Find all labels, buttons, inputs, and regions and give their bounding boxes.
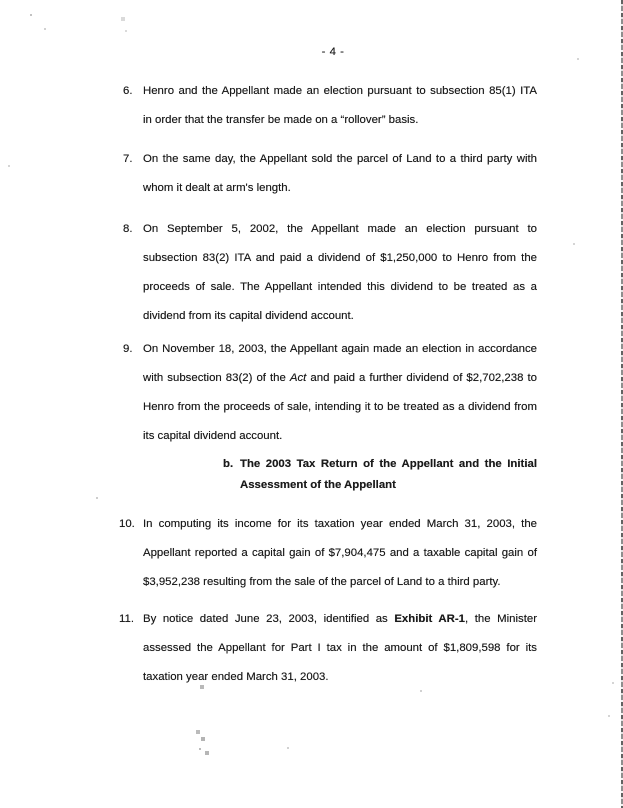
subheading-b	[223, 454, 537, 496]
text-line	[143, 510, 537, 539]
heading-line	[240, 475, 537, 496]
exhibit-bold-reference: Exhibit AR-1	[394, 613, 465, 625]
text-line	[143, 605, 537, 634]
text-run: In computing its income for its taxation year ended March 31, 2003, the	[143, 518, 537, 530]
heading-line	[240, 454, 537, 475]
text-run: and paid a further dividend of $2,702,238 to	[306, 372, 537, 384]
paragraph-7	[123, 145, 537, 203]
text-run: taxation year ended March 31, 2003.	[143, 671, 329, 683]
text-line	[143, 302, 537, 331]
text-line	[143, 215, 537, 244]
text-run: assessed the Appellant for Part I tax in the amount of $1,809,598 for its	[143, 642, 537, 654]
text-line	[143, 106, 537, 135]
paragraph-6	[123, 77, 537, 135]
paragraph-11	[119, 605, 537, 692]
paragraph-number: 8.	[123, 223, 133, 235]
text-run: its capital dividend account.	[143, 430, 283, 442]
paragraph-8	[123, 215, 537, 331]
text-line	[143, 174, 537, 203]
text-line	[143, 663, 537, 692]
text-line	[143, 568, 537, 597]
text-line	[143, 393, 537, 422]
paragraph-number: 7.	[123, 153, 133, 165]
text-line	[143, 335, 537, 364]
text-run: Henro and the Appellant made an election pursuant to subsection 85(1) ITA	[143, 85, 537, 97]
text-line	[143, 273, 537, 302]
text-line	[143, 364, 537, 393]
page-number: - 4 -	[321, 46, 345, 58]
text-run: in order that the transfer be made on a “rollover” basis.	[143, 114, 419, 126]
text-run: On September 5, 2002, the Appellant made an election pursuant to	[143, 223, 537, 235]
text-line	[143, 244, 537, 273]
text-run: By notice dated June 23, 2003, identified as	[143, 613, 395, 625]
text-run: proceeds of sale. The Appellant intended this dividend to be treated as a	[143, 281, 537, 293]
text-run: Assessment of the Appellant	[240, 479, 396, 491]
text-run: $3,952,238 resulting from the sale of the parcel of Land to a third party.	[143, 576, 501, 588]
paragraph-number: 11.	[119, 613, 134, 625]
paragraph-10	[119, 510, 537, 597]
text-run: The 2003 Tax Return of the Appellant and the Initial	[240, 458, 537, 470]
text-line	[143, 539, 537, 568]
heading-number: b.	[223, 458, 234, 470]
act-italic-reference: Act	[289, 372, 307, 384]
paragraph-number: 9.	[123, 343, 133, 355]
text-column	[119, 0, 537, 692]
text-line	[143, 145, 537, 174]
text-run: On November 18, 2003, the Appellant again made an election in accordance	[143, 343, 537, 355]
paragraph-9	[123, 335, 537, 451]
text-run: Henro from the proceeds of sale, intending it to be treated as a dividend from	[143, 401, 537, 413]
text-run: subsection 83(2) ITA and paid a dividend of $1,250,000 to Henro from the	[143, 252, 537, 264]
text-run: On the same day, the Appellant sold the parcel of Land to a third party with	[143, 153, 537, 165]
text-run: whom it dealt at arm's length.	[143, 182, 291, 194]
text-run: , the Minister	[465, 613, 537, 625]
text-line	[143, 77, 537, 106]
paragraph-number: 10.	[119, 518, 135, 530]
text-line	[143, 634, 537, 663]
scan-specks	[0, 0, 2, 2]
text-run: dividend from its capital dividend account.	[143, 310, 354, 322]
text-line	[143, 422, 537, 451]
paragraph-number: 6.	[123, 85, 133, 97]
text-run: with subsection 83(2) of the	[143, 372, 290, 384]
text-run: Appellant reported a capital gain of $7,904,475 and a taxable capital gain of	[143, 547, 537, 559]
